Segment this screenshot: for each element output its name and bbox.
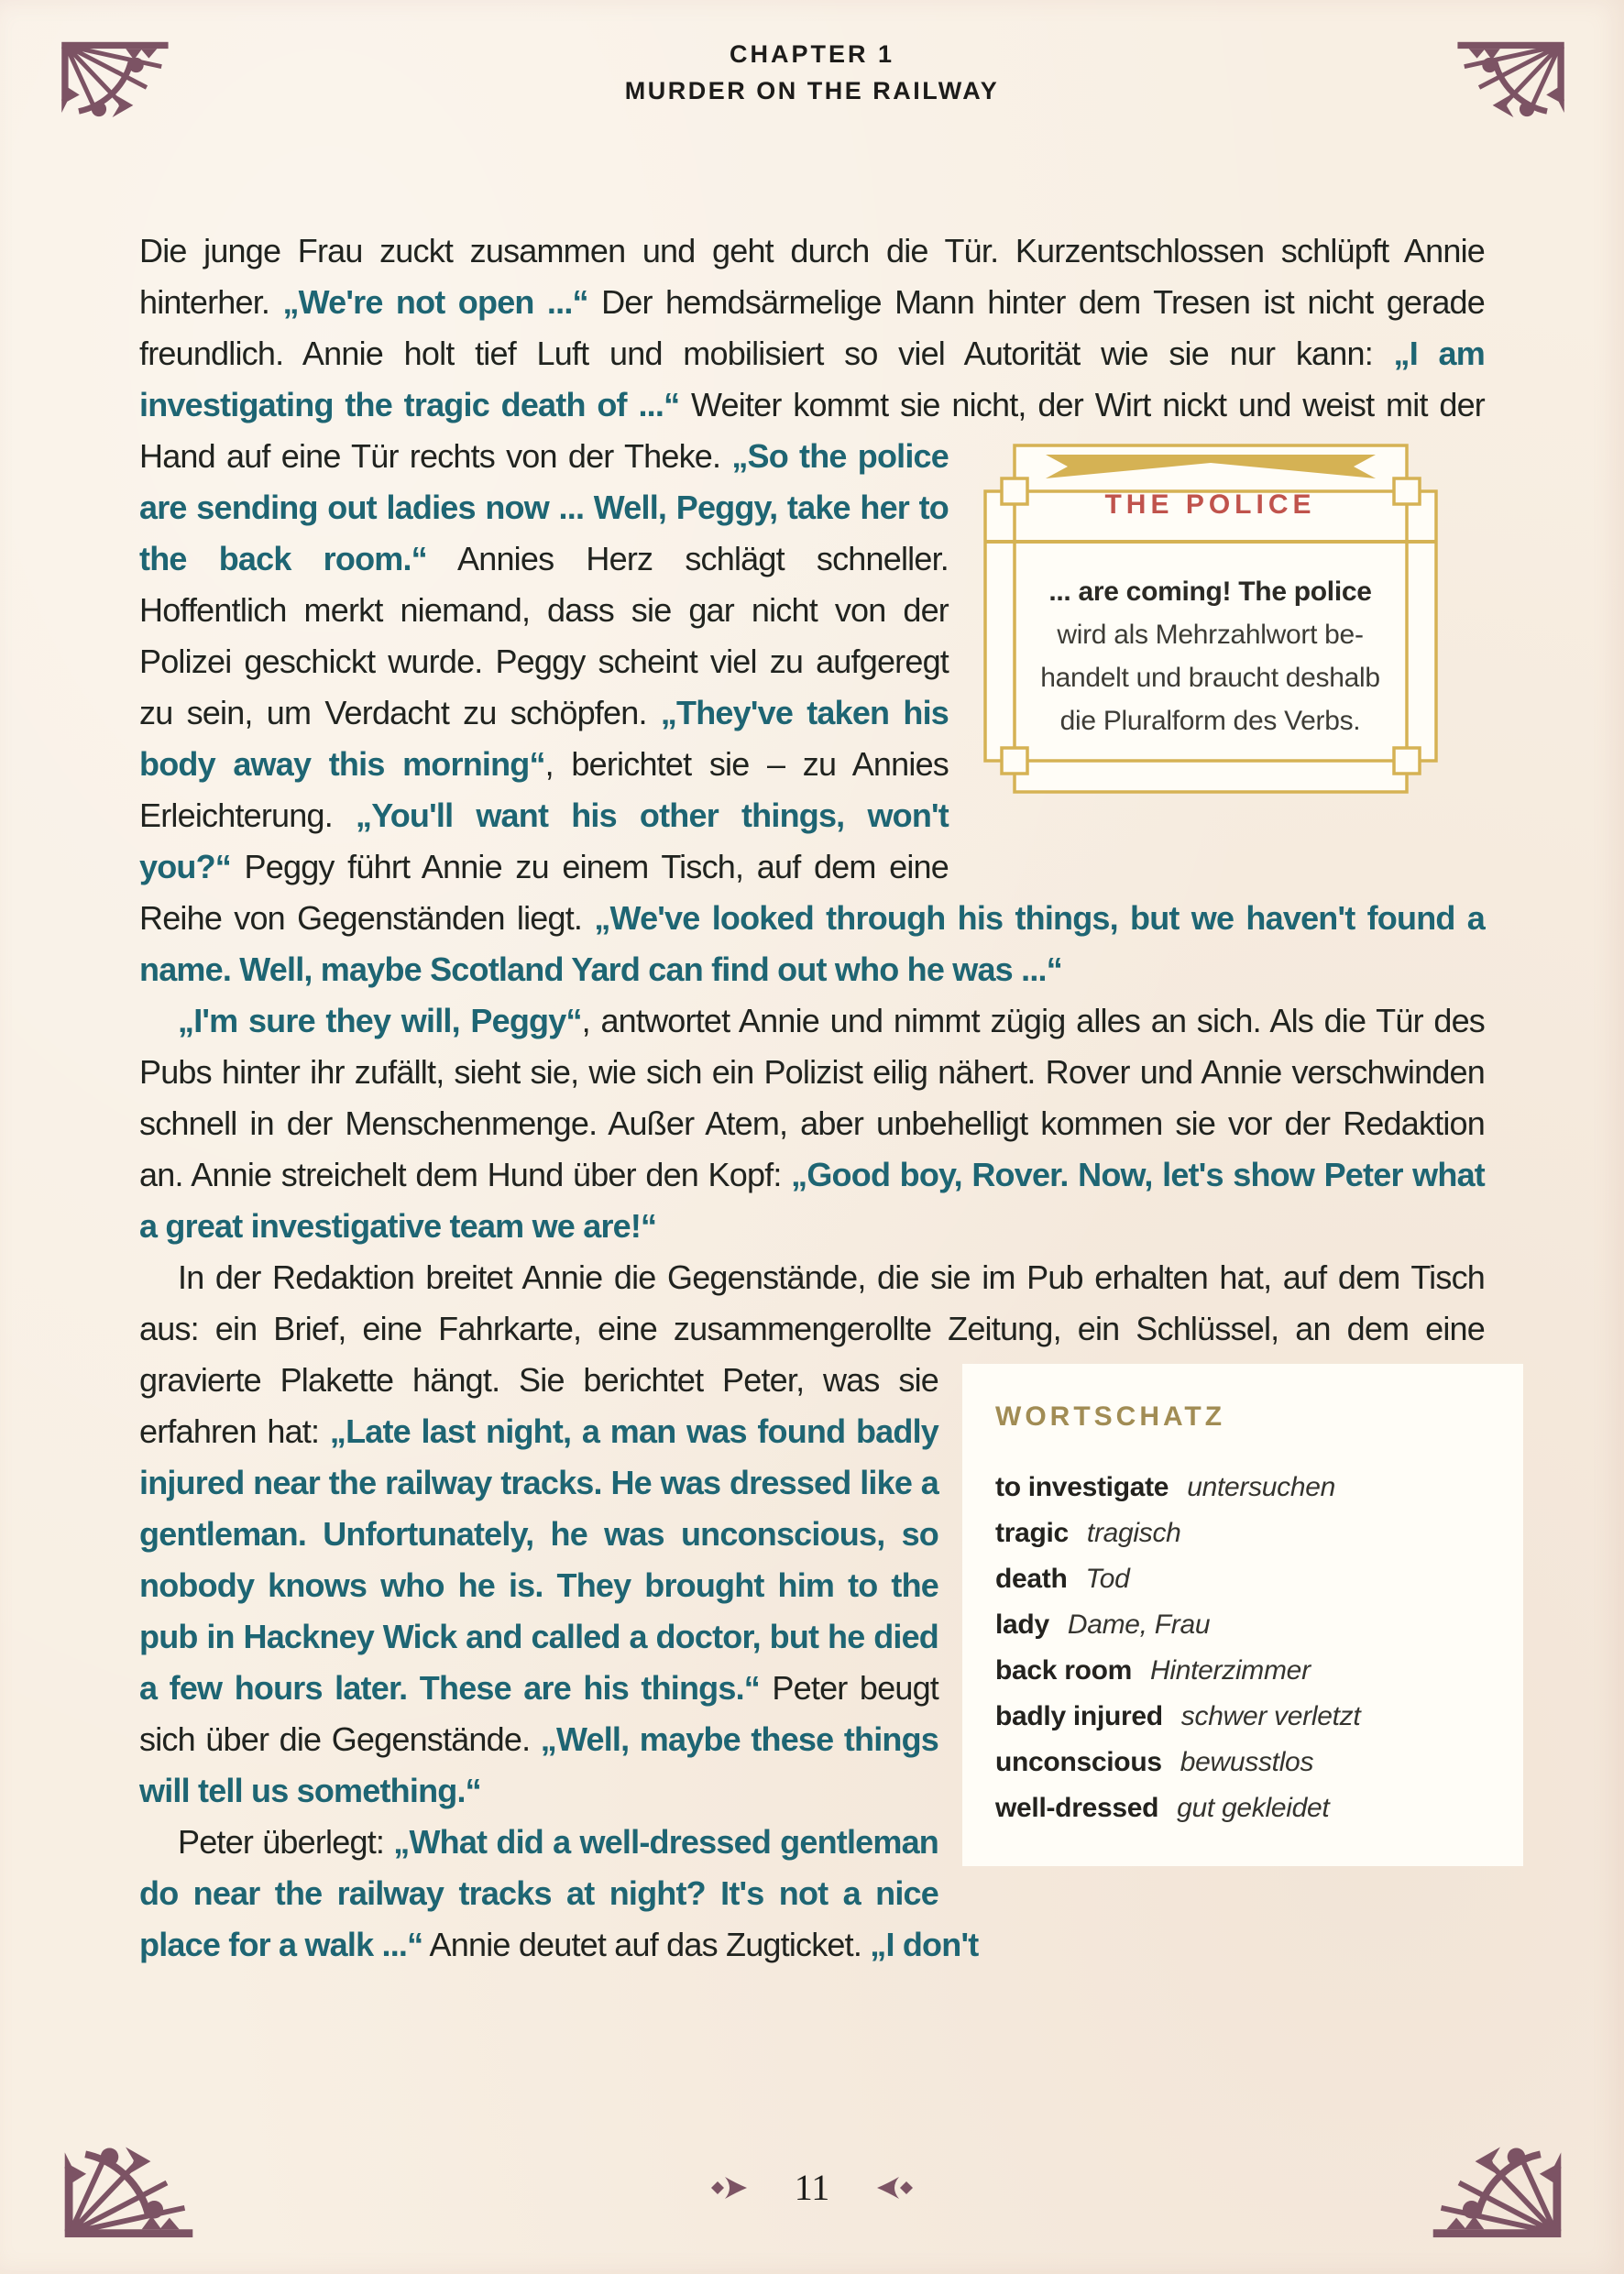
vocab-box bbox=[962, 1364, 1523, 1866]
english-phrase: „We're not open ...“ bbox=[282, 283, 588, 321]
grammar-box-line: wird als Mehrzahlwort be- bbox=[1057, 620, 1364, 650]
vocab-term-en: to investigate bbox=[995, 1472, 1169, 1502]
corner-ornament-top-right-icon bbox=[1455, 40, 1567, 134]
grammar-box-title: THE POLICE bbox=[1104, 489, 1316, 520]
vocab-entry bbox=[995, 1694, 1523, 1740]
vocab-translation-de: bewusstlos bbox=[1180, 1747, 1314, 1777]
story-paragraph-3 bbox=[139, 1252, 1485, 1823]
vocab-term-en: back room bbox=[995, 1655, 1133, 1686]
vocab-entry bbox=[995, 1648, 1523, 1694]
vocab-term-en: badly injured bbox=[995, 1701, 1163, 1731]
vocab-term-en: well-dressed bbox=[995, 1793, 1159, 1823]
page-footer bbox=[0, 2167, 1624, 2208]
page-number: 11 bbox=[794, 2167, 830, 2208]
vocab-term-en: unconscious bbox=[995, 1747, 1162, 1777]
paragraph-text bbox=[139, 1002, 1485, 1245]
story-paragraph-2 bbox=[139, 995, 1485, 1252]
vocab-term-en: lady bbox=[995, 1609, 1049, 1640]
chapter-title: MURDER ON THE RAILWAY bbox=[624, 77, 1000, 104]
english-phrase: „I am investigating the tragic death of ...“ bbox=[139, 335, 1485, 423]
grammar-box-lead: ... are coming! The police bbox=[1048, 577, 1372, 607]
vocab-translation-de: tragisch bbox=[1086, 1518, 1181, 1548]
paragraph-text bbox=[139, 1823, 978, 1963]
vocab-term-en: death bbox=[995, 1564, 1068, 1594]
vocab-entry bbox=[995, 1602, 1523, 1648]
vocab-entry bbox=[995, 1465, 1523, 1511]
german-text: Weiter kommt sie nicht, der bbox=[679, 386, 1095, 423]
corner-ornament-top-left-icon bbox=[59, 40, 170, 134]
english-phrase: „You'll want his other things, won't you?“ bbox=[139, 796, 949, 885]
english-phrase: „We've looked through his things, but we haven't found a name. Well, maybe Scotland Yard can find out who he was ...“ bbox=[139, 899, 1485, 988]
vocab-translation-de: Hinterzimmer bbox=[1150, 1655, 1311, 1686]
vocab-term-en: tragic bbox=[995, 1518, 1069, 1548]
german-text: Peggy führt Annie zu einem Tisch, auf dem eine Reihe von Gegenständen liegt. bbox=[139, 848, 949, 937]
german-text: Annies Herz schlägt schneller. Hoffentlich merkt niemand, dass sie gar nicht von der Polizei geschickt wurde. Peggy scheint viel zu aufgeregt zu sein, um Verdacht zu schöpfen. bbox=[139, 540, 949, 731]
german-text: Annie deutet auf das Zugticket. bbox=[422, 1926, 871, 1963]
german-text: , antwortet Annie und nimmt zügig alles an sich. Als die Tür des Pubs hinter ihr zufällt, sieht sie, wie sich ein Polizist eilig nähert. Rover und Annie verschwinden schnell in der Menschenmenge. Außer Atem, aber unbehelligt kommen sie vor der Redaktion an. Annie streichelt dem Hund über den Kopf: bbox=[139, 1002, 1485, 1193]
vocab-list bbox=[995, 1465, 1523, 1831]
vocab-entry bbox=[995, 1785, 1523, 1831]
english-phrase: „Good boy, Rover. Now, let's show Peter what a great investigative team we are!“ bbox=[139, 1156, 1485, 1245]
vocab-entry bbox=[995, 1740, 1523, 1785]
vocab-translation-de: schwer verletzt bbox=[1180, 1701, 1361, 1731]
vocab-entry bbox=[995, 1511, 1523, 1556]
english-phrase: „Well, maybe these things will tell us something.“ bbox=[139, 1720, 939, 1809]
grammar-box-body bbox=[1005, 570, 1415, 742]
german-text: Wirt nickt und weist mit der Hand auf eine Tür rechts von der Theke. bbox=[139, 386, 1485, 475]
vocab-translation-de: untersuchen bbox=[1187, 1472, 1336, 1502]
fleuron-right-icon bbox=[877, 2175, 914, 2201]
german-text: Peter überlegt: bbox=[178, 1823, 394, 1861]
german-text: , berichtet sie – zu Annies Erleichterung. bbox=[139, 745, 949, 834]
story-paragraph-1 bbox=[139, 225, 1485, 995]
story-text bbox=[139, 225, 1485, 1971]
fleuron-left-icon bbox=[710, 2175, 747, 2201]
german-text: Peter beugt sich über die Gegenstände. bbox=[139, 1669, 938, 1758]
english-phrase: „What did a well-dressed gentleman do near the railway tracks at night? It's not a nice place for a walk ...“ bbox=[139, 1823, 938, 1963]
vocab-entry bbox=[995, 1556, 1523, 1602]
english-phrase: „They've taken his body away this morning“ bbox=[139, 694, 949, 783]
vocab-translation-de: Tod bbox=[1085, 1564, 1130, 1594]
grammar-box-the-police bbox=[974, 436, 1446, 803]
german-text: ein Schlüssel, an dem eine gravierte Plakette hängt. Sie berichtet Peter, was sie erfahren hat: bbox=[139, 1310, 1485, 1450]
german-text: Die junge Frau zuckt zusammen und geht durch die Tür. Kurzentschlossen schlüpft Annie hinterher. bbox=[139, 232, 1485, 321]
german-text: Der hemdsärmelige Mann hinter dem Tresen ist nicht gerade freundlich. Annie holt tief Luft und mobilisiert so viel Autorität wie sie nur kann: bbox=[139, 283, 1485, 372]
chapter-label: CHAPTER 1 bbox=[729, 40, 895, 68]
english-phrase: „Late last night, a man was found badly injured near the railway tracks. He was dressed like a gentleman. Unfortunately, he was unconscious, so nobody knows who he is. They brought him to the pub in Hackney Wick and called a doctor, but he died a few hours later. These are his things.“ bbox=[139, 1412, 939, 1707]
german-text: In der Redaktion breitet Annie die Gegenstände, die sie im Pub erhalten hat, auf dem Tisch aus: ein Brief, eine Fahrkarte, eine zusammengerollte Zeitung, bbox=[139, 1258, 1485, 1347]
vocab-translation-de: Dame, Frau bbox=[1067, 1609, 1211, 1640]
vocab-translation-de: gut gekleidet bbox=[1177, 1793, 1330, 1823]
english-phrase: „I don't bbox=[870, 1926, 979, 1963]
vocab-box-title: WORTSCHATZ bbox=[995, 1401, 1226, 1432]
grammar-box-line: handelt und braucht deshalb bbox=[1040, 663, 1380, 693]
grammar-box-line: die Pluralform des Verbs. bbox=[1059, 706, 1361, 736]
english-phrase: „So the police are sending out ladies now ... Well, Peggy, take her to the back room.“ bbox=[139, 437, 949, 577]
english-phrase: „I'm sure they will, Peggy“ bbox=[178, 1002, 582, 1039]
